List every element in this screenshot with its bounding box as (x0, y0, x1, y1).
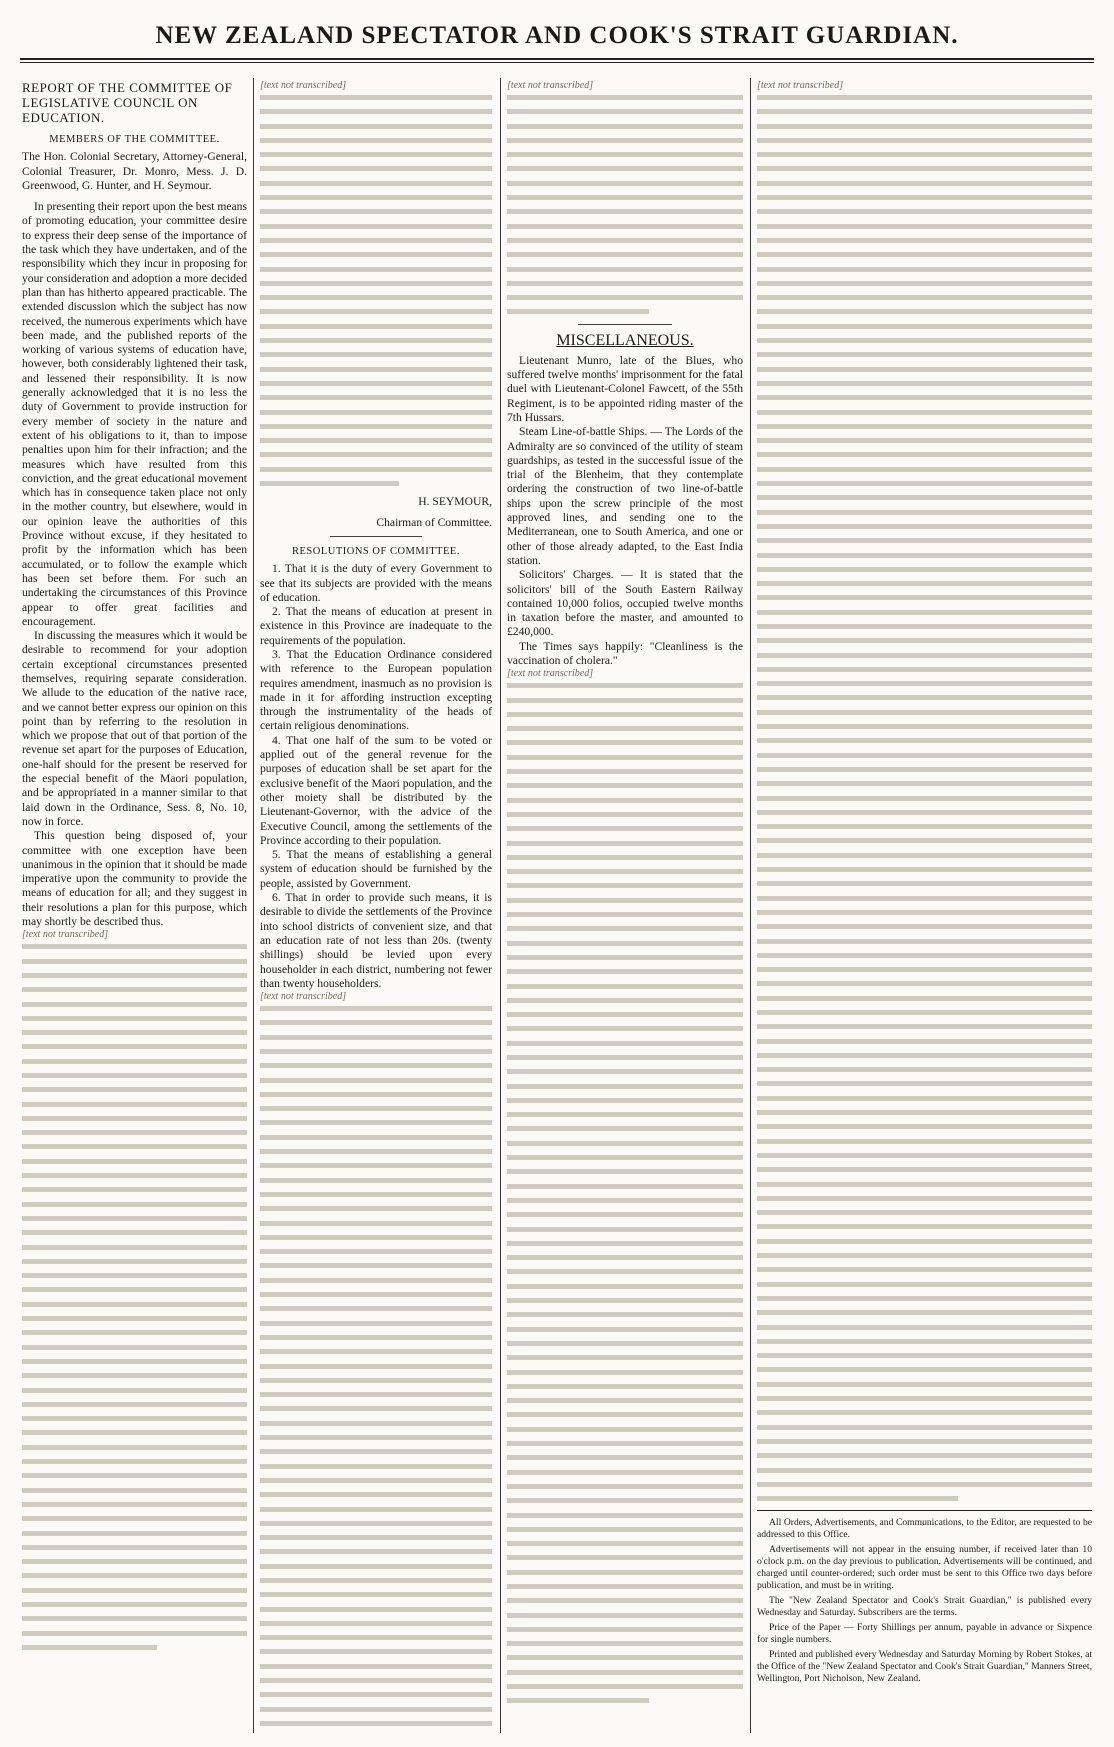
misc-paragraph: The Times says happily: "Cleanliness is the vaccination of cholera." (507, 639, 743, 667)
omitted-text (507, 95, 743, 314)
masthead-rule-bottom (20, 62, 1094, 63)
publisher-notice (757, 1517, 1092, 1685)
omitted-text (757, 95, 1092, 1501)
chairman-name: H. SEYMOUR, (418, 495, 492, 509)
omitted-text-note: [text not transcribed] (260, 80, 347, 91)
report-paragraph: In discussing the measures which it would be desirable to recommend for your adoption certain exceptional circumstances presented themselves, requiring separate consideration. We allude to the education of the native race, and we cannot better express our opinion on this point than by referring to the resolution in which we propose that out of that portion of the revenue set apart for the purposes of Education, one-half should for the present be reserved for the especial benefit of the Maori population, and be appropriated in a manner similar to that laid down in the Ordinance, Sess. 8, No. 10, now in force. (22, 629, 247, 828)
omitted-text-note: [text not transcribed] (757, 80, 844, 91)
resolution-item: 5. That the means of establishing a general system of education should be furnished by the people, assisted by Government. (260, 848, 492, 890)
report-paragraph: In presenting their report upon the best means of promoting education, your committee desire to express their deep sense of the importance of the task which they have undertaken, and of the responsibility which they incur in proposing for your consideration and adoption a more decided plan than has hitherto appeared practicable. The extended discussion which the subject has now received, the numerous experiments which have been made, and the published reports of the working of various systems of education have, however, both considerably lightened their task, and lessened their responsibility. It is now generally acknowledged that it is no less the duty of Government to provide instruction for every member of society in the nature and extent of his obligations to it, than to impose penalties upon him for their infraction; and the measures which have resulted from this conviction, and the great educational movement which has in consequence taken place not only in the mother country, but elsewhere, would in our opinion leave the authorities of this Province without excuse, if they hesitated to profit by the information which has been accumulated, or to follow the example which has been set before them. For such an undertaking the circumstances of this Province appear to offer great facilities and encouragement. (22, 200, 247, 628)
notice-paragraph: Printed and published every Wednesday and Saturday Morning by Robert Stokes, at the Office of the "New Zealand Spectator and Cook's Strait Guardian," Manners Street, Wellington, Port Nicholson, New Zealand. (757, 1649, 1092, 1685)
column-2 (260, 80, 492, 1730)
resolution-item: 4. That one half of the sum to be voted or applied out of the general revenue for the purposes of education shall be set apart for the exclusive benefit of the Maori population, and the other moiety shall be distributed by the Lieutenant-Governor, with the advice of the Executive Council, among the settlements of the Province according to their population. (260, 733, 492, 847)
omitted-text-note: [text not transcribed] (22, 929, 109, 941)
members-list: The Hon. Colonial Secretary, Attorney-General, Colonial Treasurer, Dr. Monro, Mess. J. D. Greenwood, G. Hunter, and H. Seymour. (22, 150, 247, 192)
column-3 (507, 80, 743, 1730)
omitted-text (507, 683, 743, 1703)
report-paragraph: This question being disposed of, your committee with one exception have been unanimous in the opinion that it should be made imperative upon the community to provide the means of education for all; and they suggest in their resolutions a plan for this purpose, which may shortly be described thus. (22, 829, 247, 929)
misc-paragraph: Solicitors' Charges. — It is stated that the solicitors' bill of the South Eastern Railway contained 10,000 folios, occupied twelve months in taxation before the master, and amounted to £240,000. (507, 568, 743, 639)
resolutions-heading: RESOLUTIONS OF COMMITTEE. (292, 545, 460, 557)
notice-paragraph: All Orders, Advertisements, and Communications, to the Editor, are requested to be addressed to this Office. (757, 1517, 1092, 1541)
column-divider (500, 78, 501, 1733)
resolution-item: 6. That in order to provide such means, it is desirable to divide the settlements of the Province into school districts of convenient size, and that an education rate of not less than 20s. (twenty shillings) should be levied upon every householder in each district, numbering not fewer than twenty householders. (260, 891, 492, 990)
omitted-text (260, 1006, 492, 1730)
report-title: REPORT OF THE COMMITTEE OF LEGISLATIVE COUNCIL ON EDUCATION. (22, 80, 233, 125)
column-1 (22, 80, 247, 1730)
chairman-title: Chairman of Committee. (376, 515, 492, 529)
masthead-rule-top (20, 58, 1094, 60)
resolution-item: 2. That the means of education at present in existence in this Province are inadequate to the requirements of the population. (260, 605, 492, 647)
misc-paragraph: Steam Line-of-battle Ships. — The Lords of the Admiralty are so convinced of the utility of steam guardships, as tested in the successful issue of the trial of the Blenheim, that they contemplate ordering the construction of two line-of-battle ships upon the screw principle of the most approved lines, and sending one to the Mediterranean, one to South America, and one or other of those already adapted, to the East India station. (507, 425, 743, 567)
notice-paragraph: The "New Zealand Spectator and Cook's Strait Guardian," is published every Wednesday and Saturday. Subscribers are the terms. (757, 1595, 1092, 1619)
resolution-item: 1. That it is the duty of every Government to see that its subjects are provided with the means of education. (260, 562, 492, 604)
masthead-title: NEW ZEALAND SPECTATOR AND COOK'S STRAIT GUARDIAN. (155, 22, 959, 49)
notice-paragraph: Price of the Paper — Forty Shillings per annum, payable in advance or Sixpence for single numbers. (757, 1622, 1092, 1646)
omitted-text-note: [text not transcribed] (260, 991, 347, 1003)
omitted-text-note: [text not transcribed] (507, 668, 594, 680)
omitted-text (22, 944, 247, 1650)
notice-rule (757, 1510, 1092, 1511)
omitted-text-note: [text not transcribed] (507, 80, 594, 91)
miscellaneous-title: MISCELLANEOUS. (556, 331, 694, 349)
members-heading: MEMBERS OF THE COMMITTEE. (49, 134, 220, 145)
resolution-item: 3. That the Education Ordinance considered with reference to the European population requires amendment, inasmuch as no provision is made in it for affording instruction excepting through the instrumentality of the heads of certain religious denominations. (260, 647, 492, 733)
notice-paragraph: Advertisements will not appear in the ensuing number, if received later than 10 o'clock p.m. on the day previous to publication. Advertisements will be continued, and charged until counter-ordered; such order must be sent to this Office two days before publication, and must be in writing. (757, 1544, 1092, 1592)
section-divider (578, 324, 672, 325)
misc-paragraph: Lieutenant Munro, late of the Blues, who suffered twelve months' imprisonment for the fatal duel with Lieutenant-Colonel Fawcett, of the 55th Regiment, is to be appointed riding master of the 7th Hussars. (507, 353, 743, 424)
omitted-text (260, 95, 492, 486)
column-4 (757, 80, 1092, 1730)
column-divider (253, 78, 254, 1733)
section-divider (330, 536, 423, 537)
column-divider (750, 78, 751, 1733)
